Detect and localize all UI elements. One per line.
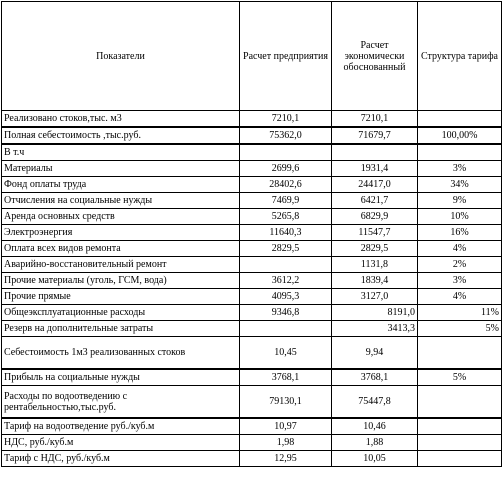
- enterprise-value: 4095,3: [240, 289, 332, 305]
- row-label: Себестоимость 1м3 реализованных стоков: [2, 337, 240, 370]
- row-label: Фонд оплаты труда: [2, 177, 240, 193]
- enterprise-value: 7469,9: [240, 193, 332, 209]
- structure-value: 5%: [418, 369, 502, 386]
- header-row: [2, 2, 502, 111]
- structure-value: 10%: [418, 209, 502, 225]
- economic-value: 9,94: [332, 337, 418, 370]
- economic-value: 1839,4: [332, 273, 418, 289]
- structure-value: 9%: [418, 193, 502, 209]
- structure-value: 3%: [418, 273, 502, 289]
- row-label: Полная себестоимость ,тыс.руб.: [2, 127, 240, 144]
- table-row: [2, 321, 502, 337]
- row-label: Реализовано стоков,тыс. м3: [2, 111, 240, 128]
- enterprise-value: 9346,8: [240, 305, 332, 321]
- row-label: Отчисления на социальные нужды: [2, 193, 240, 209]
- row-label: В т.ч: [2, 144, 240, 161]
- economic-value: 3413,3: [332, 321, 418, 337]
- table-row: [2, 209, 502, 225]
- economic-value: 1,88: [332, 435, 418, 451]
- row-label: Тариф на водоотведение руб./куб.м: [2, 418, 240, 435]
- enterprise-value: 12,95: [240, 451, 332, 467]
- row-label: Аренда основных средств: [2, 209, 240, 225]
- table-row: [2, 177, 502, 193]
- row-label: Общеэксплуатационные расходы: [2, 305, 240, 321]
- header-indicators: Показатели: [2, 2, 240, 111]
- structure-value: 3%: [418, 161, 502, 177]
- table-row: [2, 369, 502, 386]
- row-label: Прибыль на социальные нужды: [2, 369, 240, 386]
- structure-value: [418, 386, 502, 419]
- table-row: [2, 144, 502, 161]
- economic-value: [332, 144, 418, 161]
- row-label: Прочие материалы (уголь, ГСМ, вода): [2, 273, 240, 289]
- enterprise-value: 79130,1: [240, 386, 332, 419]
- economic-value: 75447,8: [332, 386, 418, 419]
- structure-value: 34%: [418, 177, 502, 193]
- enterprise-value: 7210,1: [240, 111, 332, 128]
- enterprise-value: 3612,2: [240, 273, 332, 289]
- row-label: Прочие прямые: [2, 289, 240, 305]
- economic-value: 7210,1: [332, 111, 418, 128]
- structure-value: 2%: [418, 257, 502, 273]
- structure-value: 16%: [418, 225, 502, 241]
- economic-value: 6829,9: [332, 209, 418, 225]
- table-row: [2, 418, 502, 435]
- row-label: Резерв на дополнительные затраты: [2, 321, 240, 337]
- structure-value: [418, 418, 502, 435]
- tariff-table: [1, 1, 502, 467]
- structure-value: [418, 435, 502, 451]
- economic-value: 8191,0: [332, 305, 418, 321]
- table-row: [2, 193, 502, 209]
- structure-value: 4%: [418, 289, 502, 305]
- enterprise-value: 75362,0: [240, 127, 332, 144]
- table-row: [2, 337, 502, 370]
- enterprise-value: 2699,6: [240, 161, 332, 177]
- economic-value: 10,05: [332, 451, 418, 467]
- economic-value: 1931,4: [332, 161, 418, 177]
- enterprise-value: [240, 144, 332, 161]
- header-enterprise-calc: Расчет предприятия: [240, 2, 332, 111]
- row-label: Материалы: [2, 161, 240, 177]
- table-row: [2, 305, 502, 321]
- economic-value: 11547,7: [332, 225, 418, 241]
- structure-value: 4%: [418, 241, 502, 257]
- row-label: Тариф с НДС, руб./куб.м: [2, 451, 240, 467]
- structure-value: [418, 144, 502, 161]
- structure-value: 100,00%: [418, 127, 502, 144]
- economic-value: 3768,1: [332, 369, 418, 386]
- enterprise-value: [240, 321, 332, 337]
- structure-value: [418, 451, 502, 467]
- table-row: [2, 161, 502, 177]
- table-row: [2, 451, 502, 467]
- economic-value: 3127,0: [332, 289, 418, 305]
- economic-value: 10,46: [332, 418, 418, 435]
- enterprise-value: 10,45: [240, 337, 332, 370]
- table-row: [2, 435, 502, 451]
- enterprise-value: 28402,6: [240, 177, 332, 193]
- row-label: Электроэнергия: [2, 225, 240, 241]
- economic-value: 2829,5: [332, 241, 418, 257]
- structure-value: [418, 337, 502, 370]
- table-row: [2, 289, 502, 305]
- enterprise-value: [240, 257, 332, 273]
- enterprise-value: 1,98: [240, 435, 332, 451]
- row-label: Аварийно-восстановительный ремонт: [2, 257, 240, 273]
- enterprise-value: 5265,8: [240, 209, 332, 225]
- table-row: [2, 225, 502, 241]
- table-row: [2, 257, 502, 273]
- row-label: Оплата всех видов ремонта: [2, 241, 240, 257]
- table-row: [2, 386, 502, 419]
- economic-value: 71679,7: [332, 127, 418, 144]
- enterprise-value: 2829,5: [240, 241, 332, 257]
- tariff-table-container: [1, 1, 502, 467]
- header-economic-calc: Расчет экономически обоснованный: [332, 2, 418, 111]
- table-row: [2, 127, 502, 144]
- row-label: НДС, руб./куб.м: [2, 435, 240, 451]
- economic-value: 24417,0: [332, 177, 418, 193]
- structure-value: 11%: [418, 305, 502, 321]
- table-row: [2, 273, 502, 289]
- economic-value: 6421,7: [332, 193, 418, 209]
- enterprise-value: 10,97: [240, 418, 332, 435]
- enterprise-value: 3768,1: [240, 369, 332, 386]
- row-label: Расходы по водоотведению с рентабельностью,тыс.руб.: [2, 386, 240, 419]
- structure-value: [418, 111, 502, 128]
- table-row: [2, 111, 502, 128]
- enterprise-value: 11640,3: [240, 225, 332, 241]
- structure-value: 5%: [418, 321, 502, 337]
- economic-value: 1131,8: [332, 257, 418, 273]
- header-tariff-structure: Структура тарифа: [418, 2, 502, 111]
- table-row: [2, 241, 502, 257]
